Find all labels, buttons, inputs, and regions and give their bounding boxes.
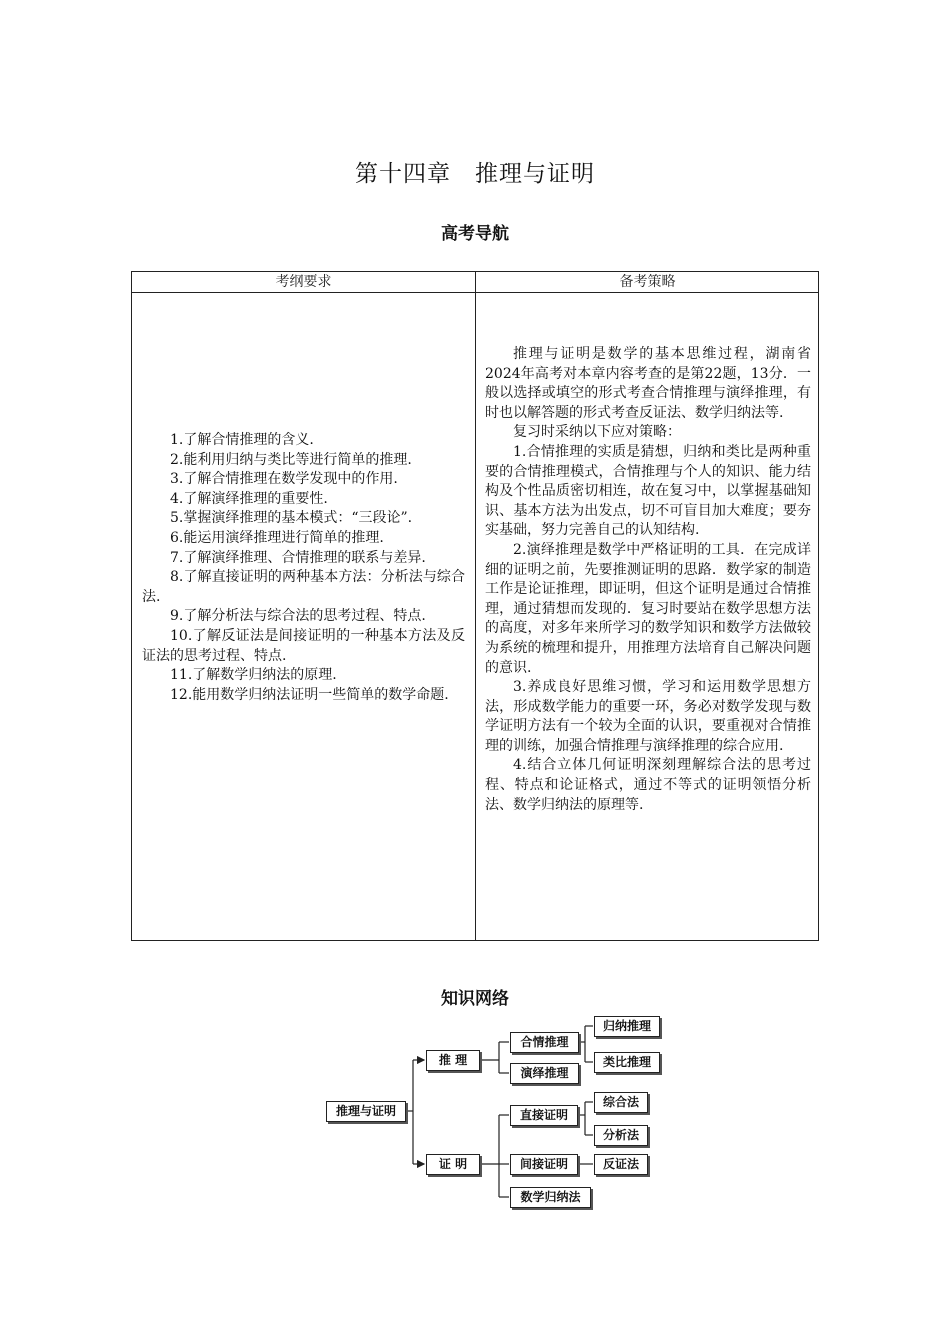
requirement-item: 11.了解数学归纳法的原理. <box>170 667 337 684</box>
node-proof: 证 明 <box>426 1154 480 1175</box>
requirement-item: 6.能运用演绎推理进行简单的推理. <box>170 529 384 546</box>
requirement-item: 10.了解反证法是间接证明的一种基本方法及反证法的思考过程、特点. <box>142 627 465 664</box>
strategy-paragraph: 2.演绎推理是数学中严格证明的工具．在完成详细的证明之前，先要推测证明的思路．数学家的制造工作是论证推理，即证明，但这个证明是通过合情推理，通过猜想而发现的．复习时要站在数学思想方法的高度，对多年来所学习的数学知识和数学方法做较为系统的梳理和提升，用推理方法培育自己解决问题的意识. <box>485 541 811 676</box>
chapter-title: 第十四章 推理与证明 <box>355 161 595 187</box>
node-analogical-reasoning: 类比推理 <box>594 1052 660 1073</box>
node-proof-by-contradiction: 反证法 <box>594 1154 648 1175</box>
section-title-navigation: 高考导航 <box>441 224 509 244</box>
requirement-item: 4.了解演绎推理的重要性. <box>170 490 328 507</box>
node-mathematical-induction: 数学归纳法 <box>510 1187 591 1208</box>
section-title-network: 知识网络 <box>441 989 509 1009</box>
header-strategies: 备考策略 <box>619 274 676 290</box>
node-root: 推理与证明 <box>326 1101 406 1122</box>
requirement-item: 3.了解合情推理在数学发现中的作用. <box>170 471 398 488</box>
requirement-item: 9.了解分析法与综合法的思考过程、特点. <box>170 608 426 625</box>
node-synthetic-method: 综合法 <box>594 1092 648 1113</box>
strategy-paragraph: 复习时采纳以下应对策略： <box>513 424 681 441</box>
node-analytic-method: 分析法 <box>594 1125 648 1146</box>
requirement-item: 5.掌握演绎推理的基本模式：“三段论”. <box>170 510 413 527</box>
header-requirements: 考纲要求 <box>275 274 332 290</box>
requirement-item: 8.了解直接证明的两种基本方法：分析法与综合法. <box>142 569 465 605</box>
strategy-paragraph: 推理与证明是数学的基本思维过程，湖南省2024年高考对本章内容考查的是第22题，13分．一般以选择或填空的形式考查合情推理与演绎推理，有时也以解答题的形式考查反证法、数学归纳法等. <box>485 346 811 421</box>
requirement-item: 12.能用数学归纳法证明一些简单的数学命题. <box>170 686 449 703</box>
strategy-paragraph: 3.养成良好思维习惯，学习和运用数学思想方法，形成数学能力的重要一环，务必对数学发现与数学证明方法有一个较为全面的认识，要重视对合情推理的训练，加强合情推理与演绎推理的综合应用. <box>485 679 811 754</box>
strategy-paragraph: 1.合情推理的实质是猜想，归纳和类比是两种重要的合情推理模式，合情推理与个人的知识、能力结构及个性品质密切相连，故在复习中，以掌握基础知识、基本方法为出发点，切不可盲目加大难度；要夯实基础，努力完善自己的认知结构. <box>485 443 811 539</box>
node-deductive-reasoning: 演绎推理 <box>510 1063 579 1084</box>
node-inductive-reasoning: 归纳推理 <box>594 1016 660 1037</box>
requirement-item: 2.能利用归纳与类比等进行简单的推理. <box>170 451 412 468</box>
node-indirect-proof: 间接证明 <box>510 1154 578 1175</box>
requirement-item: 1.了解合情推理的含义. <box>170 432 314 448</box>
node-reasoning: 推 理 <box>426 1050 480 1071</box>
strategy-paragraph: 4.结合立体几何证明深刻理解综合法的思考过程、特点和论证格式，通过不等式的证明领悟分析法、数学归纳法的原理等. <box>485 757 811 813</box>
requirement-item: 7.了解演绎推理、合情推理的联系与差异. <box>170 549 426 566</box>
node-plausible-reasoning: 合情推理 <box>510 1032 579 1053</box>
node-direct-proof: 直接证明 <box>510 1105 578 1126</box>
